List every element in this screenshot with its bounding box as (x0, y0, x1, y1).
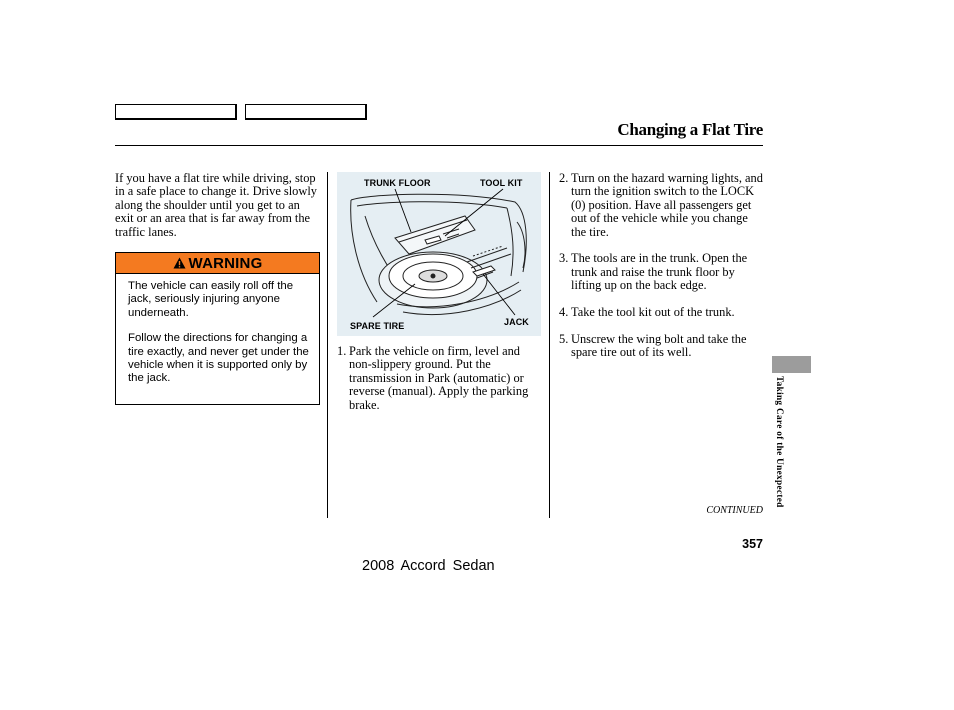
label-trunk-floor: TRUNK FLOOR (364, 178, 431, 188)
step-number: 5. (559, 331, 569, 346)
page-number: 357 (742, 537, 763, 551)
continued-label: CONTINUED (706, 505, 763, 516)
nav-box-previous[interactable] (115, 104, 237, 120)
list-item (559, 306, 764, 319)
nav-box-next[interactable] (245, 104, 367, 120)
page-title: Changing a Flat Tire (617, 120, 763, 139)
section-label: Taking Care of the Unexpected (774, 376, 784, 508)
warning-paragraph: Follow the directions for changing a tire exactly, and never get under the vehicle when it is supported only by the jack. (128, 332, 309, 385)
list-item (559, 333, 764, 360)
column-divider-right (549, 172, 550, 518)
step-text: Park the vehicle on firm, level and non-slippery ground. Put the transmission in Park (automatic) or reverse (manual). Apply the parking brake. (349, 344, 529, 412)
column-divider-left (327, 172, 328, 518)
warning-box (115, 252, 320, 405)
trunk-drawing (337, 172, 541, 336)
warning-label: WARNING (188, 254, 263, 272)
step-number: 3. (559, 251, 569, 266)
step-text: Take the tool kit out of the trunk. (571, 305, 735, 320)
warning-paragraph: The vehicle can easily roll off the jack, seriously injuring anyone underneath. (128, 280, 294, 319)
section-tab[interactable] (772, 356, 811, 373)
step-text: Turn on the hazard warning lights, and turn the ignition switch to the LOCK (0) position. Have all passengers get out of the vehicle while you change the tire. (571, 171, 763, 239)
step-text: The tools are in the trunk. Open the trunk and raise the trunk floor by lifting up on the back edge. (571, 251, 748, 293)
label-spare-tire: SPARE TIRE (350, 321, 405, 331)
list-item (559, 252, 764, 292)
intro-paragraph: If you have a flat tire while driving, stop in a safe place to change it. Drive slowly along the shoulder until you get to an exit or an area that is far away from the traffic lanes. (115, 171, 317, 239)
steps-right-column (559, 172, 764, 373)
warning-triangle-icon (173, 257, 186, 269)
step-text: Unscrew the wing bolt and take the spare tire out of its well. (571, 331, 747, 360)
warning-header (116, 253, 319, 274)
step-number: 4. (559, 305, 569, 320)
model-footer: 2008 Accord Sedan (362, 558, 495, 574)
trunk-illustration (337, 172, 541, 336)
header-rule (115, 145, 763, 146)
label-tool-kit: TOOL KIT (480, 178, 523, 188)
step-number: 2. (559, 171, 569, 185)
list-item (337, 345, 542, 412)
step-number: 1. (337, 344, 347, 358)
label-jack: JACK (504, 317, 529, 327)
list-item (559, 172, 764, 239)
steps-middle-column (337, 345, 542, 425)
